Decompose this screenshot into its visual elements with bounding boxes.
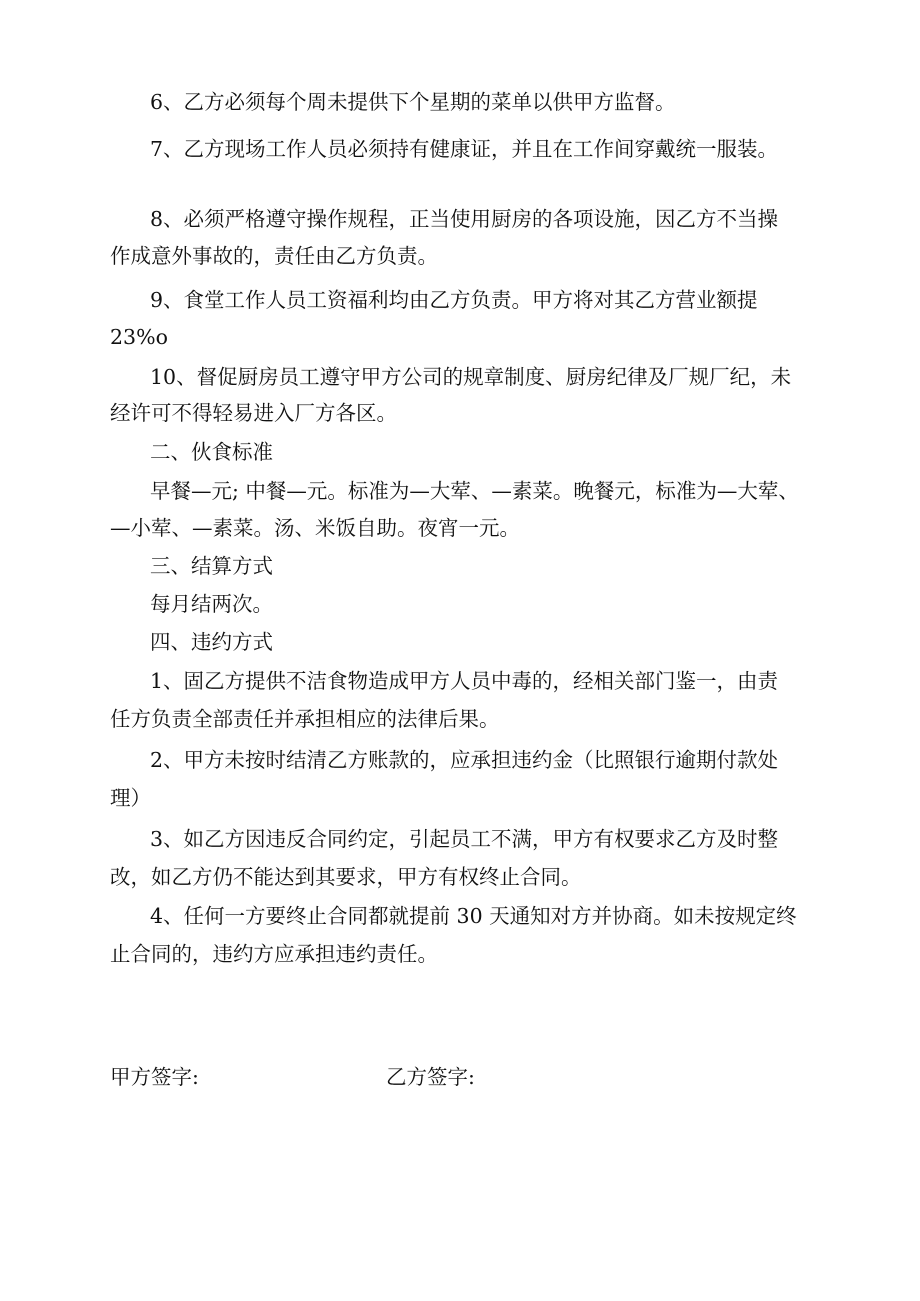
breach-3: 3、如乙方因违反合同约定，引起员工不满，甲方有权要求乙方及时整	[150, 827, 779, 851]
clause-6: 6、乙方必须每个周未提供下个星期的菜单以供甲方监督。	[150, 90, 676, 114]
settlement-text: 每月结两次。	[150, 592, 273, 616]
section-heading-4: 四、违约方式	[150, 630, 273, 654]
breach-4-cont: 止合同的，违约方应承担违约责任。	[110, 942, 438, 966]
clause-8: 8、必须严格遵守操作规程，正当使用厨房的各项设施，因乙方不当操	[150, 207, 779, 231]
breach-2-cont: 理）	[110, 786, 151, 810]
breach-2: 2、甲方未按时结清乙方账款的，应承担违约金（比照银行逾期付款处	[150, 748, 779, 772]
clause-8-cont: 作成意外事故的，责任由乙方负责。	[110, 244, 438, 268]
breach-3-cont: 改，如乙方仍不能达到其要求，甲方有权终止合同。	[110, 865, 582, 889]
meal-standard-cont: —小荤、—素菜。汤、米饭自助。夜宵一元。	[110, 516, 520, 540]
clause-10-cont: 经许可不得轻易进入厂方各区。	[110, 401, 397, 425]
breach-1: 1、固乙方提供不洁食物造成甲方人员中毒的，经相关部门鉴一，由责	[150, 669, 779, 693]
breach-1-cont: 任方负责全部责任并承担相应的法律后果。	[110, 707, 500, 731]
meal-standard: 早餐—元; 中餐—元。标准为—大荤、—素菜。晚餐元，标准为—大荤、	[150, 479, 799, 503]
clause-10: 10、督促厨房员工遵守甲方公司的规章制度、厨房纪律及厂规厂纪，未	[150, 365, 792, 389]
section-heading-2: 二、伙食标准	[150, 440, 273, 464]
party-a-signature-label: 甲方签字:	[110, 1065, 199, 1089]
breach-4: 4、任何一方要终止合同都就提前 30 天通知对方并协商。如未按规定终	[150, 904, 797, 928]
clause-9-cont: 23%o	[110, 325, 168, 349]
party-b-signature-label: 乙方签字:	[386, 1065, 475, 1089]
section-heading-3: 三、结算方式	[150, 554, 273, 578]
clause-9: 9、食堂工作人员工资福利均由乙方负责。甲方将对其乙方营业额提	[150, 288, 758, 312]
clause-7: 7、乙方现场工作人员必须持有健康证，并且在工作间穿戴统一服装。	[150, 137, 779, 161]
